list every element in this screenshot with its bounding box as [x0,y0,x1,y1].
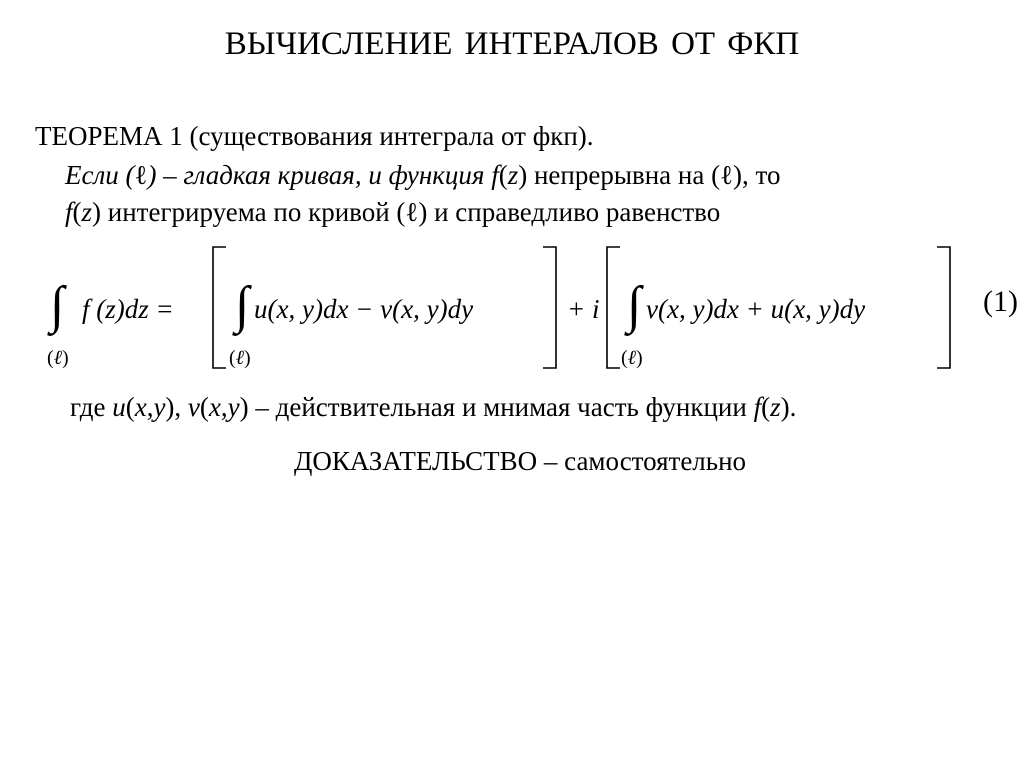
integral-sign-real: ∫ [235,277,250,334]
integral-sign-imag: ∫ [627,277,642,334]
proof-note: ДОКАЗАТЕЛЬСТВО – самостоятельно [293,446,747,476]
bracket-2-right [937,247,950,368]
plus-i: + i [567,294,600,324]
bracket-2-left [607,247,620,368]
slide-title: ВЫЧИСЛЕНИЕ ИНТЕРАЛОВ ОТ ФКП [224,26,800,62]
equation-number: (1) [983,285,1018,318]
contour-label-imag: (ℓ) [621,347,643,369]
where-line: где u(x,y), v(x,y) – действительная и мнимая часть функции f(z). [70,392,797,422]
integral-formula [30,240,1024,380]
bracket-1-right [543,247,556,368]
imag-part-integrand: v(x, y)dx + u(x, y)dy [646,294,866,324]
theorem-statement-line-1: Если (ℓ) – гладкая кривая, и функция f(z) непрерывна на (ℓ), то [65,160,781,190]
theorem-heading: ТЕОРЕМА 1 (существования интеграла от фкп). [35,121,594,151]
theorem-statement-line-2: f(z) интегрируема по кривой (ℓ) и справедливо равенство [65,197,721,227]
contour-label-real: (ℓ) [229,347,251,369]
real-part-integrand: u(x, y)dx − v(x, y)dy [254,294,474,324]
bracket-1-left [213,247,226,368]
lhs-expression: f (z)dz = [82,294,174,324]
contour-label-lhs: (ℓ) [47,347,69,369]
integral-sign-lhs: ∫ [50,277,65,334]
